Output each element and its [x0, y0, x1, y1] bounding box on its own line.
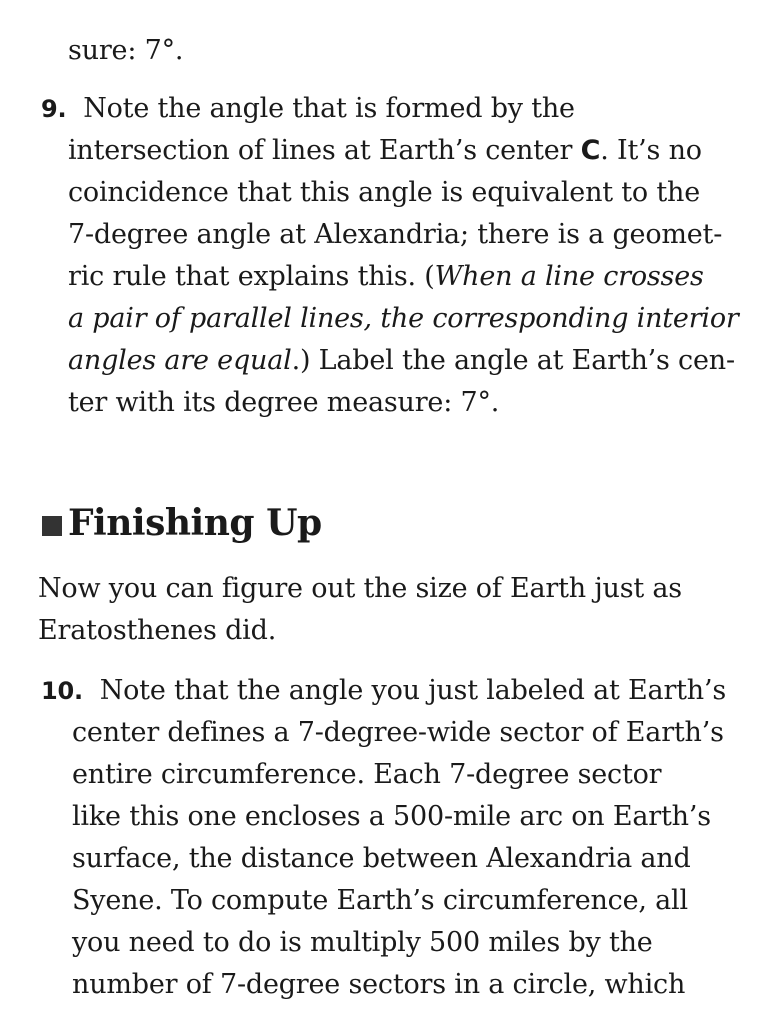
step-9-text-5b: When a line crosses: [434, 261, 704, 292]
step-9-line-7: [68, 340, 735, 382]
step-9-line-3: [68, 172, 700, 214]
step-10-line-1: [41, 670, 726, 712]
step-9-text-5a: ric rule that explains this. (: [68, 261, 435, 292]
fragment-text: sure: 7°.: [68, 35, 184, 66]
section-heading: [42, 497, 322, 549]
step-9-line-8: [68, 382, 499, 424]
step-9-number: 9.: [41, 95, 67, 123]
step-10-line-7: [72, 922, 653, 964]
intro-text-1: Now you can figure out the size of Earth just as: [38, 573, 682, 604]
step-9-text-7b: .) Label the angle at Earth’s cen-: [291, 345, 735, 376]
fragment-line: [68, 30, 183, 72]
step-9-text-6: a pair of parallel lines, the corresponding interior: [68, 303, 739, 334]
step-10-line-5: [72, 838, 691, 880]
intro-line-1: [38, 568, 682, 610]
step-9-text-3: coincidence that this angle is equivalent to the: [68, 177, 700, 208]
step-9-line-4: [68, 214, 722, 256]
step-9-text-7a: angles are equal: [68, 345, 292, 376]
step-9-text-1: Note the angle that is formed by the: [83, 93, 575, 124]
step-9-line-5: [68, 256, 704, 298]
step-10-text-7: you need to do is multiply 500 miles by the: [72, 927, 653, 958]
step-10-line-8: [72, 964, 685, 1006]
step-10-text-6: Syene. To compute Earth’s circumference, all: [72, 885, 688, 916]
step-10-text-4: like this one encloses a 500-mile arc on Earth’s: [72, 801, 711, 832]
step-10-text-2: center defines a 7-degree-wide sector of Earth’s: [72, 717, 724, 748]
step-10-text-3: entire circumference. Each 7-degree sector: [72, 759, 662, 790]
step-10-text-8: number of 7-degree sectors in a circle, which: [72, 969, 686, 1000]
step-10-text-1: Note that the angle you just labeled at Earth’s: [99, 675, 727, 706]
step-9-line-2: [68, 130, 702, 172]
step-10-line-6: [72, 880, 688, 922]
step-10-line-4: [72, 796, 711, 838]
step-9-text-8: ter with its degree measure: 7°.: [68, 387, 500, 418]
step-9-text-2a: intersection of lines at Earth’s center: [68, 135, 581, 166]
square-bullet-icon: [42, 516, 62, 536]
step-9-line-1: [41, 88, 575, 130]
intro-line-2: [38, 610, 276, 652]
step-10-line-3: [72, 754, 661, 796]
step-10-number: 10.: [41, 677, 83, 705]
step-10-line-2: [72, 712, 724, 754]
section-title: Finishing Up: [68, 502, 322, 544]
step-10-text-5: surface, the distance between Alexandria and: [72, 843, 691, 874]
intro-text-2: Eratosthenes did.: [38, 615, 277, 646]
point-c-label: C: [580, 135, 601, 166]
step-9-line-6: [68, 298, 739, 340]
step-9-text-2c: . It’s no: [600, 135, 702, 166]
step-9-text-4: 7-degree angle at Alexandria; there is a geomet-: [68, 219, 723, 250]
